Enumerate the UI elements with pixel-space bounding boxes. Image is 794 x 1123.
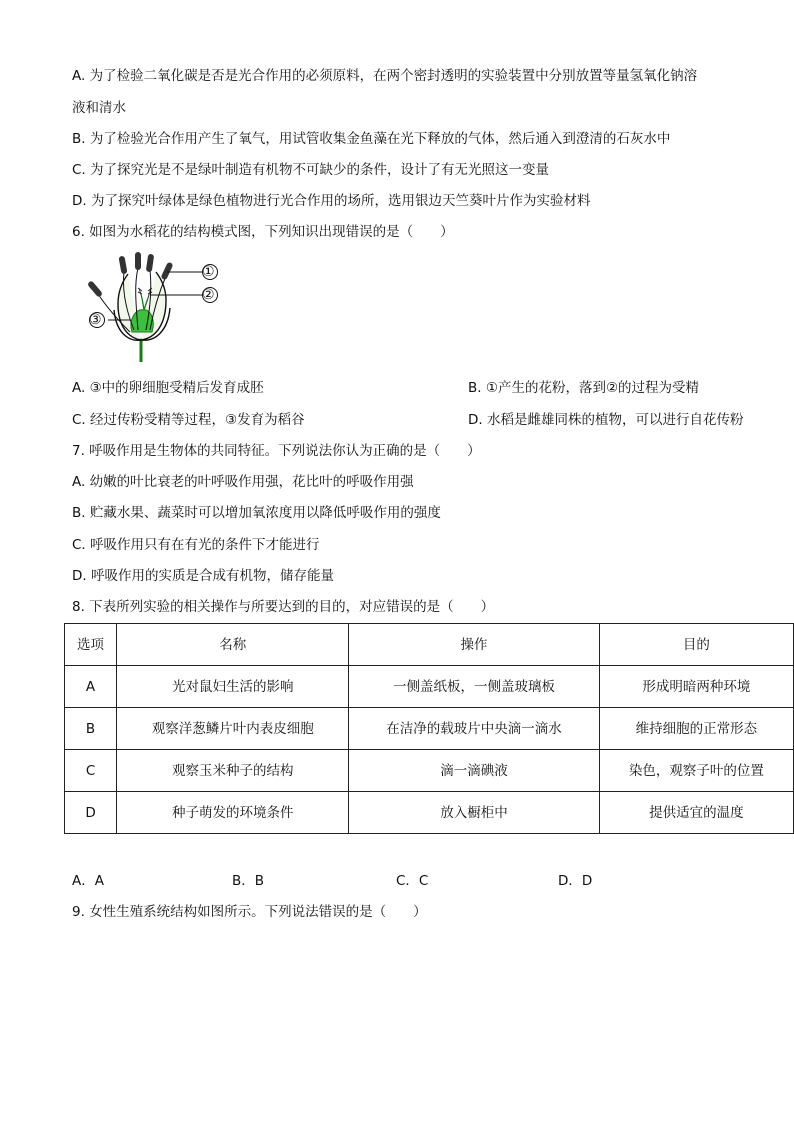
table-cell: 滴一滴碘液 [349,750,599,792]
q8-option-c: C．C [396,873,429,889]
figure-label-2: ② [202,287,215,303]
q8-option-a: A．A [72,873,104,889]
table-cell: 在洁净的载玻片中央滴一滴水 [349,708,599,750]
experiment-table [64,623,794,834]
q6-option-a: A. ③中的卵细胞受精后发育成胚 [72,380,264,396]
q6-stem: 6. 如图为水稻花的结构模式图，下列知识出现错误的是（ ） [72,224,454,240]
table-row [65,708,794,750]
q5-option-c: C. 为了探究光是不是绿叶制造有机物不可缺少的条件，设计了有无光照这一变量 [72,162,550,178]
q7-option-b: B. 贮藏水果、蔬菜时可以增加氧浓度用以降低呼吸作用的强度 [72,505,441,521]
q5-option-a-continued: 液和清水 [72,100,126,116]
table-cell: C [65,750,117,792]
figure-label-3: ③ [89,312,102,328]
table-row [65,792,794,834]
q6-option-b: B. ①产生的花粉，落到②的过程为受精 [468,380,700,396]
q5-option-a: A. 为了检验二氧化碳是否是光合作用的必须原料，在两个密封透明的实验装置中分别放置等量氢氧化钠溶 [72,68,698,84]
table-cell: 提供适宜的温度 [599,792,793,834]
table-cell: 观察玉米种子的结构 [117,750,349,792]
table-row [65,666,794,708]
table-cell: D [65,792,117,834]
q7-option-c: C. 呼吸作用只有在有光的条件下才能进行 [72,537,320,553]
table-cell: 光对鼠妇生活的影响 [117,666,349,708]
q7-stem: 7. 呼吸作用是生物体的共同特征。下列说法你认为正确的是（ ） [72,443,481,459]
rice-flower-figure [86,250,236,365]
table-cell: 观察洋葱鳞片叶内表皮细胞 [117,708,349,750]
q7-option-d: D. 呼吸作用的实质是合成有机物，储存能量 [72,568,334,584]
table-cell: 形成明暗两种环境 [599,666,793,708]
table-cell: A [65,666,117,708]
q8-option-d: D．D [558,873,593,889]
q5-option-b: B. 为了检验光合作用产生了氧气，用试管收集金鱼藻在光下释放的气体，然后通入到澄清的石灰水中 [72,131,671,147]
q5-option-d: D. 为了探究叶绿体是绿色植物进行光合作用的场所，选用银边天竺葵叶片作为实验材料 [72,193,591,209]
table-cell: 放入橱柜中 [349,792,599,834]
table-header-cell: 目的 [599,624,793,666]
table-cell: 染色，观察子叶的位置 [599,750,793,792]
table-header-row [65,624,794,666]
q8-option-b: B．B [232,873,265,889]
table-row [65,750,794,792]
table-header-cell: 名称 [117,624,349,666]
table-cell: B [65,708,117,750]
figure-label-1: ① [202,264,215,280]
table-header-cell: 操作 [349,624,599,666]
q6-option-c: C. 经过传粉受精等过程，③发育为稻谷 [72,412,305,428]
table-cell: 维持细胞的正常形态 [599,708,793,750]
table-cell: 种子萌发的环境条件 [117,792,349,834]
q7-option-a: A. 幼嫩的叶比衰老的叶呼吸作用强，花比叶的呼吸作用强 [72,474,414,490]
q9-stem: 9. 女性生殖系统结构如图所示。下列说法错误的是（ ） [72,904,427,920]
q6-options-row-1 [72,379,700,397]
q8-stem: 8. 下表所列实验的相关操作与所要达到的目的，对应错误的是（ ） [72,599,495,615]
table-cell: 一侧盖纸板，一侧盖玻璃板 [349,666,599,708]
q6-options-row-2 [72,411,744,429]
table-header-cell: 选项 [65,624,117,666]
q6-option-d: D. 水稻是雌雄同株的植物，可以进行自花传粉 [468,412,744,428]
